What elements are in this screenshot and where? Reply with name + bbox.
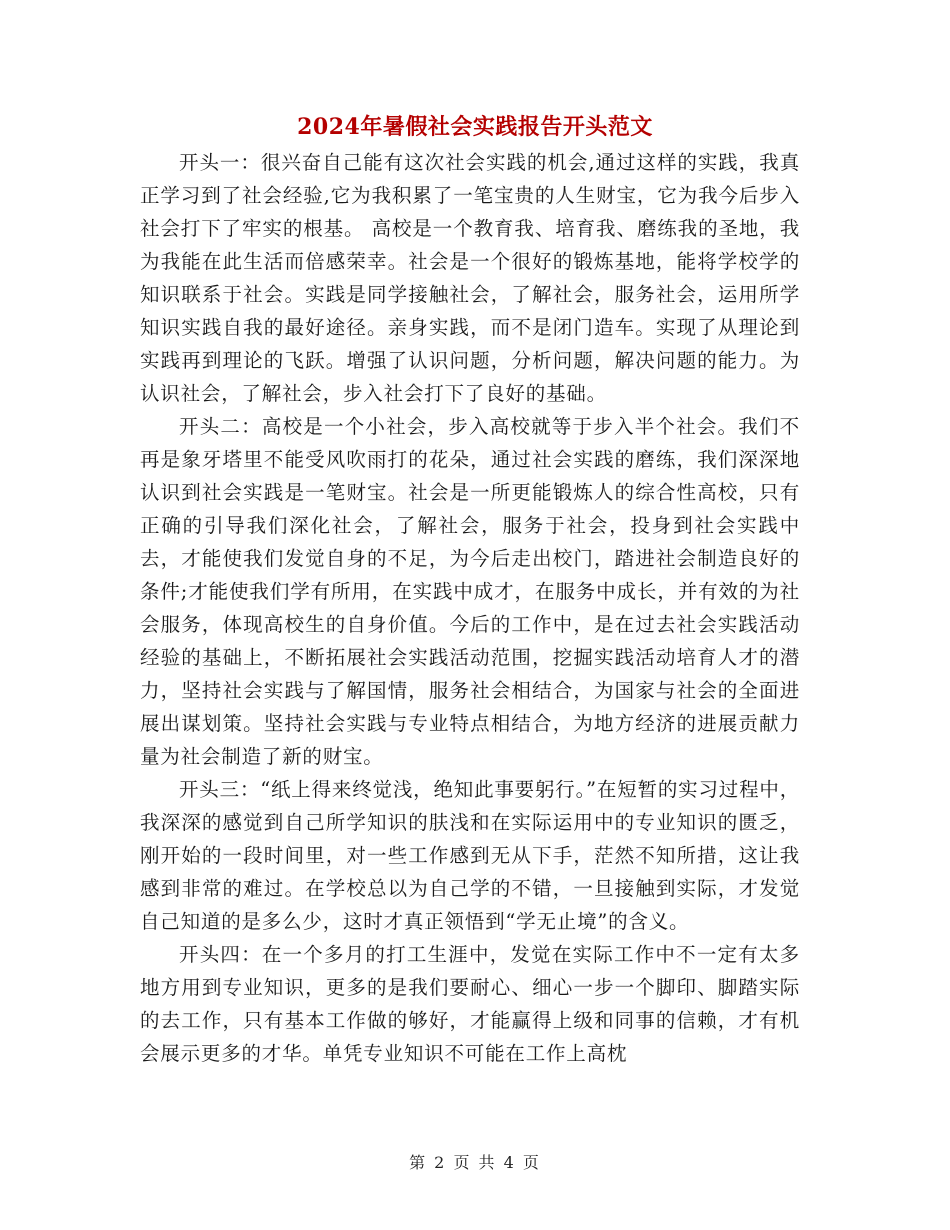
page-footer: 第 2 页 共 4 页 <box>409 1153 541 1172</box>
document-title: 2024年暑假社会实践报告开头范文 <box>297 114 653 140</box>
paragraph-opening-3: 开头三：“纸上得来终觉浅，绝知此事要躬行。”在短暂的实习过程中，我深深的感觉到自己所学知识的肤浅和在实际运用中的专业知识的匮乏，刚开始的一段时间里，对一些工作感到无从下手，茫然不知所措，这让我感到非常的难过。在学校总以为自己学的不错，一旦接触到实际，才发觉自己知道的是多么少，这时才真正领悟到“学无止境”的含义。 <box>140 778 800 933</box>
document-body <box>140 146 800 1070</box>
paragraph-opening-1: 开头一：很兴奋自己能有这次社会实践的机会,通过这样的实践，我真正学习到了社会经验,它为我积累了一笔宝贵的人生财宝，它为我今后步入社会打下了牢实的根基。 高校是一个教育我、培育我、磨练我的圣地，我为我能在此生活而倍感荣幸。社会是一个很好的锻炼基地，能将学校学的知识联系于社会。实践是同学接触社会，了解社会，服务社会，运用所学知识实践自我的最好途径。亲身实践，而不是闭门造车。实现了从理论到实践再到理论的飞跃。增强了认识问题，分析问题，解决问题的能力。为认识社会，了解社会，步入社会打下了良好的基础。 <box>140 151 800 405</box>
paragraph-opening-2: 开头二：高校是一个小社会，步入高校就等于步入半个社会。我们不再是象牙塔里不能受风吹雨打的花朵，通过社会实践的磨练，我们深深地认识到社会实践是一笔财宝。社会是一所更能锻炼人的综合性高校，只有正确的引导我们深化社会，了解社会，服务于社会，投身到社会实践中去，才能使我们发觉自身的不足，为今后走出校门，踏进社会制造良好的条件;才能使我们学有所用，在实践中成才，在服务中成长，并有效的为社会服务，体现高校生的自身价值。今后的工作中，是在过去社会实践活动经验的基础上，不断拓展社会实践活动范围，挖掘实践活动培育人才的潜力，坚持社会实践与了解国情，服务社会相结合，为国家与社会的全面进展出谋划策。坚持社会实践与专业特点相结合，为地方经济的进展贡献力量为社会制造了新的财宝。 <box>140 415 800 768</box>
paragraph-opening-4: 开头四：在一个多月的打工生涯中，发觉在实际工作中不一定有太多地方用到专业知识，更多的是我们要耐心、细心一步一个脚印、脚踏实际的去工作，只有基本工作做的够好，才能赢得上级和同事的信赖，才有机会展示更多的才华。单凭专业知识不可能在工作上高枕 <box>140 943 800 1065</box>
